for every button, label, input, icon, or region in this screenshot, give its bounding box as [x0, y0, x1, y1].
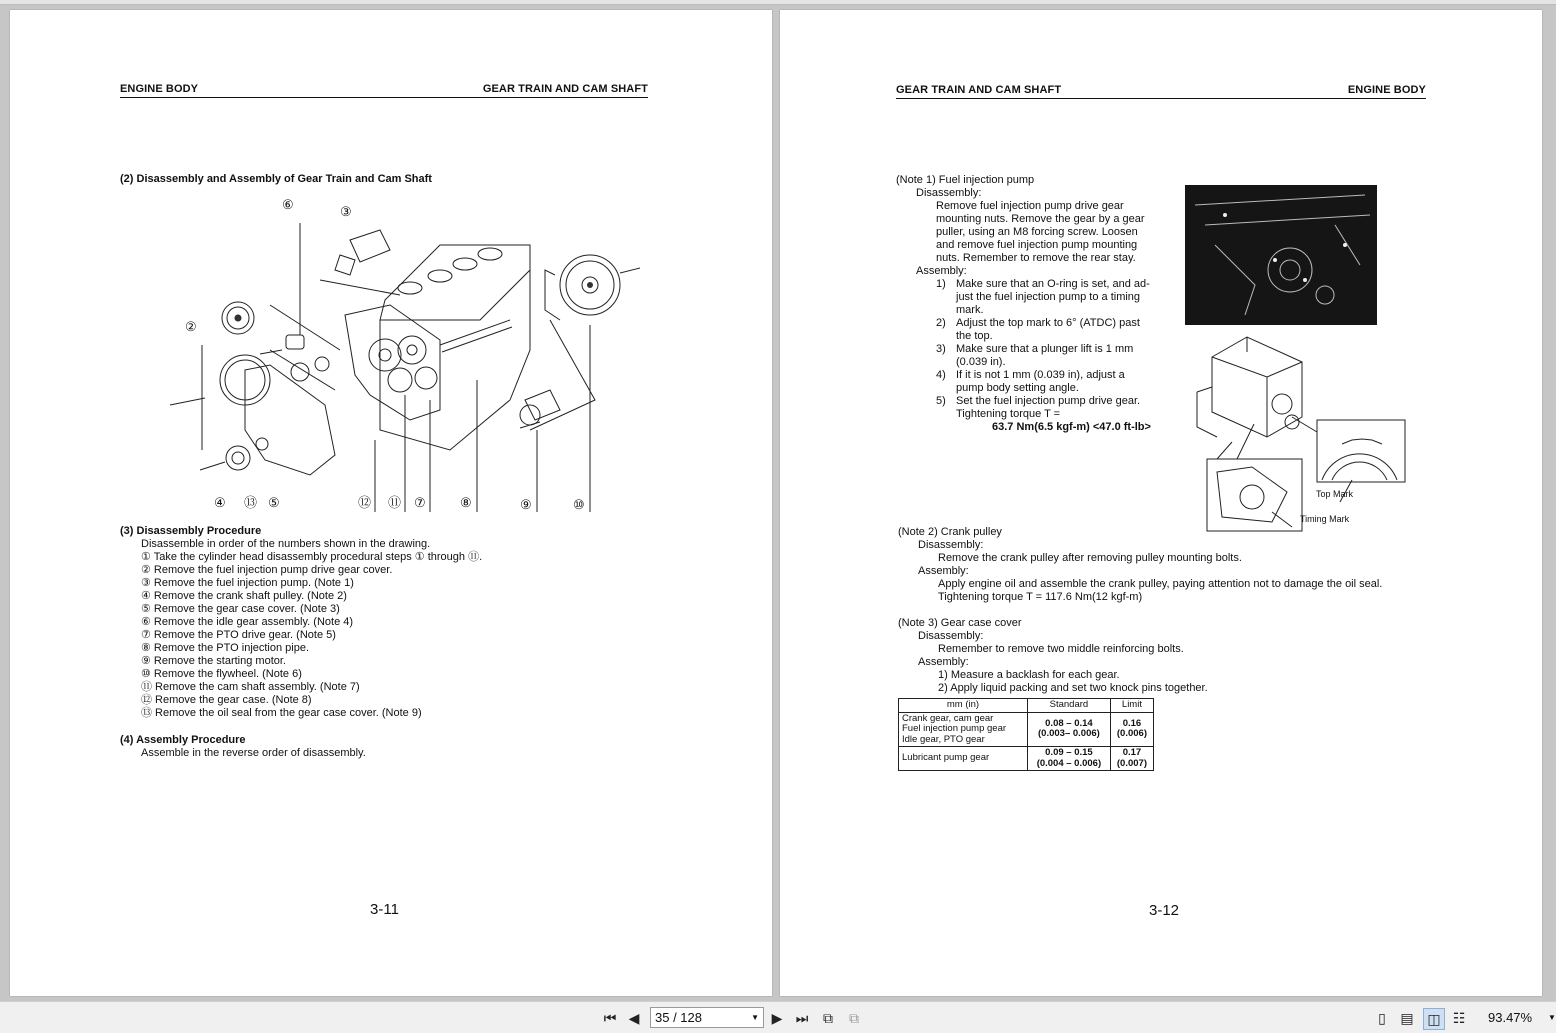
- callout-12: ⑫: [358, 495, 372, 510]
- note1-asm-num: 1): [936, 278, 946, 290]
- callout-4: ④: [214, 495, 226, 510]
- callout-9: ⑨: [520, 497, 532, 512]
- backlash-table: [898, 698, 1154, 771]
- callout-11: ⑪: [388, 495, 402, 510]
- top-mark-label: Top Mark: [1316, 489, 1354, 499]
- note1-disassembly-label: Disassembly:: [916, 187, 982, 199]
- zoom-dropdown-icon[interactable]: ▼: [1548, 1013, 1556, 1022]
- page-number-input[interactable]: [650, 1007, 764, 1028]
- note2-disassembly-label: Disassembly:: [918, 539, 984, 551]
- viewer-toolbar: [0, 1001, 1556, 1033]
- cell-limit: (0.006): [1116, 728, 1147, 740]
- header-right: GEAR TRAIN AND CAM SHAFT: [482, 83, 648, 95]
- single-page-icon[interactable]: ▯: [1378, 1009, 1386, 1026]
- step-12: ⑫ Remove the gear case. (Note 8): [141, 694, 312, 706]
- header-left: GEAR TRAIN AND CAM SHAFT: [896, 84, 1062, 96]
- note1-asm-line: Tightening torque T =: [956, 408, 1061, 420]
- header-right: ENGINE BODY: [1347, 84, 1426, 96]
- callout-2: ②: [185, 319, 197, 334]
- step-7: ⑦ Remove the PTO drive gear. (Note 5): [141, 629, 336, 641]
- note3-dis-text: Remember to remove two middle reinforcing bolts.: [938, 643, 1184, 655]
- first-page-icon[interactable]: ⏮: [603, 1009, 617, 1026]
- note1-asm-line: just the fuel injection pump to a timing: [956, 291, 1141, 303]
- step-13: ⑬ Remove the oil seal from the gear case cover. (Note 9): [141, 707, 422, 719]
- two-page-continuous-icon[interactable]: ☷: [1452, 1009, 1466, 1026]
- section3-intro: Disassemble in order of the numbers shown in the drawing.: [141, 538, 431, 550]
- note1-asm-line: the top.: [956, 330, 993, 342]
- callout-10: ⑩: [573, 497, 585, 512]
- callout-7: ⑦: [414, 495, 426, 510]
- note1-asm-line: If it is not 1 mm (0.039 in), adjust a: [956, 369, 1125, 381]
- go-forward-icon[interactable]: ⧉: [849, 1009, 859, 1026]
- note1-asm-num: 5): [936, 395, 946, 407]
- table-header: Limit: [1110, 699, 1153, 713]
- continuous-icon[interactable]: ▤: [1400, 1009, 1414, 1026]
- go-back-icon[interactable]: ⧉: [823, 1009, 833, 1026]
- document-page-left: [10, 10, 772, 996]
- note1-dis-line: Remove fuel injection pump drive gear: [936, 200, 1124, 212]
- note3-asm-1: 1) Measure a backlash for each gear.: [938, 669, 1120, 681]
- timing-mark-label: Timing Mark: [1300, 514, 1350, 524]
- note1-asm-num: 2): [936, 317, 946, 329]
- cell-label: Fuel injection pump gear: [902, 723, 1007, 734]
- step-6: ⑥ Remove the idle gear assembly. (Note 4): [141, 616, 354, 628]
- note2-torque: Tightening torque T = 117.6 Nm(12 kgf-m): [938, 591, 1143, 603]
- window-top-edge: [0, 0, 1556, 5]
- note2-dis-text: Remove the crank pulley after removing pulley mounting bolts.: [938, 552, 1242, 564]
- page-number-right: 3-12: [1149, 902, 1180, 919]
- note1-asm-num: 4): [936, 369, 946, 381]
- note1-assembly-label: Assembly:: [916, 265, 967, 277]
- callout-8: ⑧: [460, 495, 472, 510]
- step-11: ⑪ Remove the cam shaft assembly. (Note 7): [141, 681, 360, 693]
- table-row: [899, 747, 1154, 771]
- section4-text: Assemble in the reverse order of disassembly.: [141, 747, 366, 759]
- page-number-left: 3-11: [370, 901, 399, 918]
- note1-dis-line: mounting nuts. Remove the gear by a gear: [936, 213, 1145, 225]
- cell-standard: 0.09 – 0.15: [1045, 747, 1093, 758]
- note1-asm-line: Make sure that an O-ring is set, and ad-: [956, 278, 1150, 290]
- cell-standard: (0.004 – 0.006): [1036, 757, 1102, 769]
- section4-title: (4) Assembly Procedure: [120, 734, 246, 746]
- chevron-down-icon[interactable]: ▼: [751, 1013, 759, 1022]
- step-4: ④ Remove the crank shaft pulley. (Note 2): [141, 590, 347, 602]
- engine-photo: [1185, 185, 1377, 325]
- note1-asm-line: pump body setting angle.: [956, 382, 1079, 394]
- table-header: mm (in): [899, 699, 1028, 713]
- cell-limit: 0.17: [1122, 747, 1142, 758]
- section3-title: (3) Disassembly Procedure: [120, 525, 262, 537]
- step-5: ⑤ Remove the gear case cover. (Note 3): [141, 603, 340, 615]
- page-indicator-text: 35 / 128: [655, 1010, 702, 1025]
- callout-3: ③: [340, 204, 352, 219]
- header-left: ENGINE BODY: [120, 83, 199, 95]
- note1-asm-line: mark.: [956, 304, 984, 316]
- table-header: Standard: [1027, 699, 1110, 713]
- step-10: ⑩ Remove the flywheel. (Note 6): [141, 668, 302, 680]
- note2-title: (Note 2) Crank pulley: [898, 526, 1002, 538]
- header-rule: [896, 98, 1426, 99]
- header-rule: [120, 97, 648, 98]
- note1-title: (Note 1) Fuel injection pump: [896, 174, 1035, 186]
- note3-disassembly-label: Disassembly:: [918, 630, 984, 642]
- note1-dis-line: puller, using an M8 forcing screw. Loosen: [936, 226, 1138, 238]
- step-2: ② Remove the fuel injection pump drive gear cover.: [141, 564, 393, 576]
- step-3: ③ Remove the fuel injection pump. (Note 1): [141, 577, 354, 589]
- cell-standard: 0.08 – 0.14: [1045, 717, 1093, 729]
- last-page-icon[interactable]: ⏭: [795, 1009, 809, 1026]
- document-page-right: [780, 10, 1542, 996]
- note1-dis-line: nuts. Remember to remove the rear stay.: [936, 252, 1136, 264]
- note2-assembly-label: Assembly:: [918, 565, 969, 577]
- zoom-level[interactable]: 93.47%: [1488, 1010, 1533, 1025]
- note1-asm-line: (0.039 in).: [956, 356, 1006, 368]
- note1-dis-line: and remove fuel injection pump mounting: [936, 239, 1138, 251]
- step-1: ① Take the cylinder head disassembly procedural steps ① through ⑪.: [141, 551, 483, 563]
- note1-torque: 63.7 Nm(6.5 kgf-m) <47.0 ft-lb>: [992, 421, 1151, 433]
- callout-6: ⑥: [282, 197, 294, 212]
- cell-limit: (0.007): [1116, 757, 1147, 769]
- note3-asm-2: 2) Apply liquid packing and set two knock pins together.: [938, 682, 1208, 694]
- note2-asm-text: Apply engine oil and assemble the crank pulley, paying attention not to damage the oil seal.: [938, 578, 1383, 590]
- note3-title: (Note 3) Gear case cover: [898, 617, 1022, 629]
- cell-label: Lubricant pump gear: [899, 747, 1028, 771]
- cell-standard: (0.003– 0.006): [1038, 728, 1100, 740]
- table-row: [899, 712, 1154, 747]
- callout-13: ⑬: [244, 495, 258, 510]
- timing-mark-diagram: [1192, 332, 1407, 532]
- note1-asm-line: Adjust the top mark to 6° (ATDC) past: [956, 317, 1140, 329]
- prev-page-icon[interactable]: ◀: [628, 1009, 640, 1026]
- step-8: ⑧ Remove the PTO injection pipe.: [141, 642, 310, 654]
- note1-asm-line: Make sure that a plunger lift is 1 mm: [956, 343, 1134, 355]
- callout-5: ⑤: [268, 495, 280, 510]
- note3-assembly-label: Assembly:: [918, 656, 969, 668]
- cell-label: Crank gear, cam gear: [902, 712, 994, 724]
- exploded-engine-diagram: [150, 197, 650, 530]
- note1-asm-num: 3): [936, 343, 946, 355]
- next-page-icon[interactable]: ▶: [771, 1009, 783, 1026]
- two-page-icon[interactable]: ◫: [1423, 1008, 1445, 1030]
- step-9: ⑨ Remove the starting motor.: [141, 655, 286, 667]
- cell-label: Idle gear, PTO gear: [902, 733, 985, 745]
- section2-title: (2) Disassembly and Assembly of Gear Train and Cam Shaft: [120, 173, 432, 185]
- note1-asm-line: Set the fuel injection pump drive gear.: [956, 395, 1141, 407]
- cell-limit: 0.16: [1122, 717, 1142, 729]
